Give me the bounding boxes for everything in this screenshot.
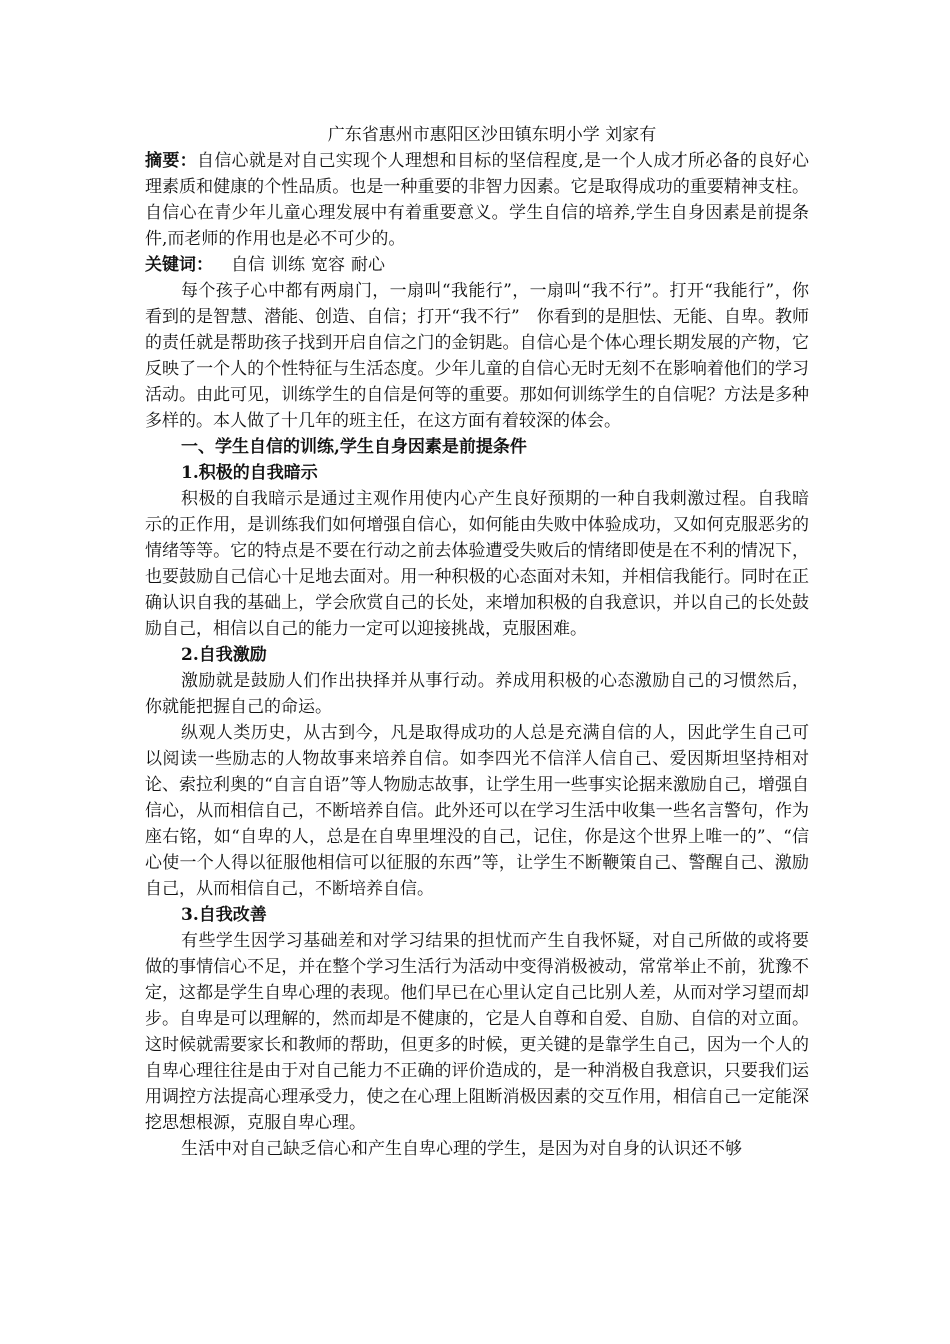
abstract-text: 自信心就是对自己实现个人理想和目标的坚信程度,是一个人成才所必备的良好心理素质和健康的个性品质。也是一种重要的非智力因素。它是取得成功的重要精神支柱。自信心在青少年儿童心理发展中有着重要意义。学生自信的培养,学生自身因素是前提条件,而老师的作用也是必不可少的。: [145, 151, 810, 249]
keyword-item: 宽容: [311, 255, 345, 275]
body-paragraph: 纵观人类历史，从古到今，凡是取得成功的人总是充满自信的人，因此学生自己可以阅读一些励志的人物故事来培养自信。如李四光不信洋人信自己、爱因斯坦坚持相对论、索拉利奥的“自言自语”等人物励志故事，让学生用一些事实论据来激励自己，增强自信心，从而相信自己，不断培养自信。此外还可以在学习生活中收集一些名言警句，作为座右铭，如“自卑的人，总是在自卑里埋没的自己，记住，你是这个世界上唯一的”、“信心使一个人得以征服他相信可以征服的东西”等，让学生不断鞭策自己、警醒自己、激励自己，从而相信自己，不断培养自信。: [145, 723, 809, 899]
subsection-heading: 1.积极的自我暗示: [181, 463, 318, 483]
keyword-item: 自信: [231, 255, 265, 275]
keywords-line: [145, 252, 809, 278]
body-paragraph: 生活中对自己缺乏信心和产生自卑心理的学生，是因为对自身的认识还不够: [181, 1139, 742, 1159]
document-page: [145, 122, 809, 1162]
author-line: 广东省惠州市惠阳区沙田镇东明小学 刘家有: [327, 125, 657, 145]
subsection-heading: 3.自我改善: [181, 905, 267, 925]
keyword-item: 训练: [271, 255, 305, 275]
keyword-item: 耐心: [351, 255, 385, 275]
keywords-label: 关键词：: [145, 255, 213, 275]
body-paragraph: 积极的自我暗示是通过主观作用使内心产生良好预期的一种自我刺激过程。自我暗示的正作用，是训练我们如何增强自信心，如何能由失败中体验成功，又如何克服恶劣的情绪等等。它的特点是不要在行动之前去体验遭受失败后的情绪即使是在不利的情况下，也要鼓励自己信心十足地去面对。用一种积极的心态面对未知，并相信我能行。同时在正确认识自我的基础上，学会欣赏自己的长处，来增加积极的自我意识，并以自己的长处鼓励自己，相信以自己的能力一定可以迎接挑战，克服困难。: [145, 489, 809, 639]
intro-paragraph: 每个孩子心中都有两扇门，一扇叫“我能行”，一扇叫“我不行”。打开“我能行”，你看到的是智慧、潜能、创造、自信；打开“我不行” 你看到的是胆怯、无能、自卑。教师的责任就是帮助孩子找到开启自信之门的金钥匙。自信心是个体心理长期发展的产物，它反映了一个人的个性特征与生活态度。少年儿童的自信心无时无刻不在影响着他们的学习活动。由此可见，训练学生的自信是何等的重要。那如何训练学生的自信呢？方法是多种多样的。本人做了十几年的班主任，在这方面有着较深的体会。: [145, 281, 809, 431]
abstract-paragraph: [145, 148, 809, 252]
body-paragraph: 激励就是鼓励人们作出抉择并从事行动。养成用积极的心态激励自己的习惯然后，你就能把握自己的命运。: [145, 671, 809, 717]
section-heading: 一、学生自信的训练,学生自身因素是前提条件: [181, 437, 527, 457]
abstract-label: 摘要：: [145, 151, 197, 171]
body-paragraph: 有些学生因学习基础差和对学习结果的担忧而产生自我怀疑，对自己所做的或将要做的事情信心不足，并在整个学习生活行为活动中变得消极被动，常常举止不前，犹豫不定，这都是学生自卑心理的表现。他们早已在心里认定自己比别人差，从而对学习望而却步。自卑是可以理解的，然而却是不健康的，它是人自尊和自爱、自励、自信的对立面。这时候就需要家长和教师的帮助，但更多的时候，更关键的是靠学生自己，因为一个人的自卑心理往往是由于对自己能力不正确的评价造成的，是一种消极自我意识，只要我们运用调控方法提高心理承受力，使之在心理上阻断消极因素的交互作用，相信自己一定能深挖思想根源，克服自卑心理。: [145, 931, 809, 1133]
subsection-heading: 2.自我激励: [181, 645, 267, 665]
